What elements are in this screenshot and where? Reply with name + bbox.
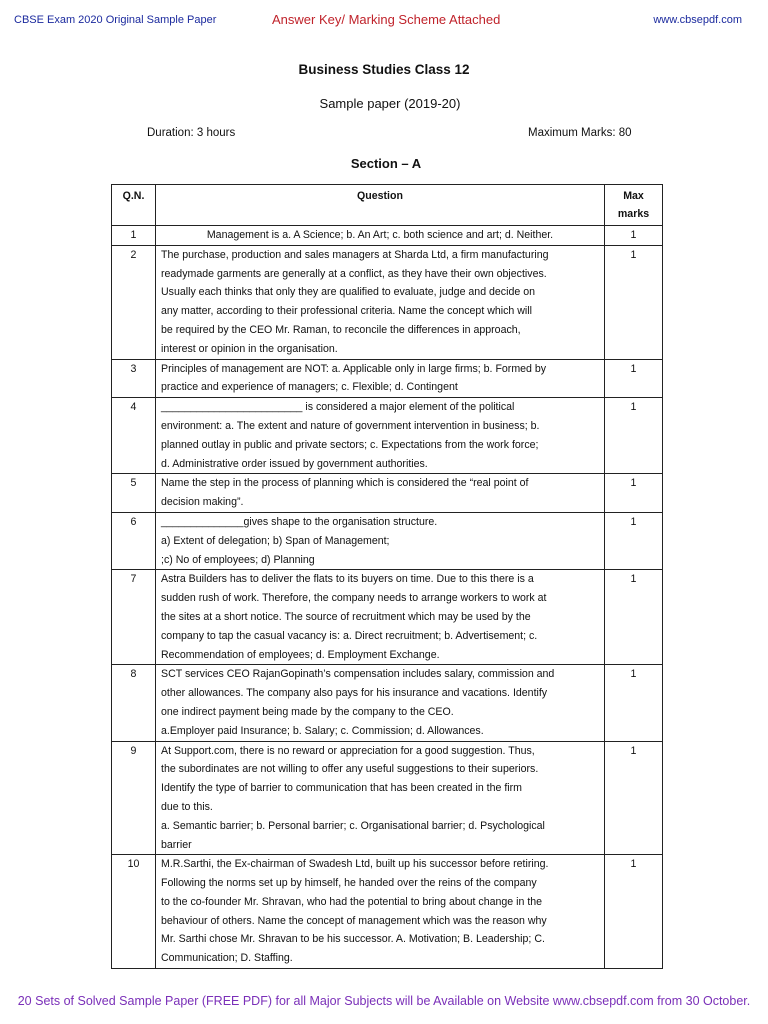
table-row — [112, 570, 663, 665]
question-line: be required by the CEO Mr. Raman, to reconcile the differences in approach, — [161, 323, 521, 336]
question-number: 2 — [112, 245, 156, 359]
question-number: 8 — [112, 665, 156, 741]
question-line: sudden rush of work. Therefore, the company needs to arrange workers to work at — [161, 592, 547, 605]
page-header — [14, 12, 742, 30]
table-row — [112, 512, 663, 569]
question-line: the subordinates are not willing to offer any useful suggestions to their superiors. — [161, 763, 539, 776]
question-line: Management is a. A Science; b. An Art; c. both science and art; d. Neither. — [206, 229, 554, 241]
question-text — [156, 398, 605, 474]
question-marks: 1 — [605, 665, 663, 741]
question-line: a) Extent of delegation; b) Span of Management; — [161, 534, 390, 547]
paper-duration: Duration: 3 hours — [147, 127, 236, 139]
question-line: Communication; D. Staffing. — [161, 952, 293, 965]
question-number: 7 — [112, 570, 156, 665]
table-row — [112, 855, 663, 969]
question-line: company to tap the casual vacancy is: a. Direct recruitment; b. Advertisement; c. — [161, 629, 538, 642]
paper-title: Business Studies Class 12 — [298, 62, 470, 77]
question-number: 9 — [112, 741, 156, 855]
header-qn: Q.N. — [112, 185, 156, 226]
question-line: any matter, according to their professional criteria. Name the concept which will — [161, 305, 532, 318]
question-line: At Support.com, there is no reward or appreciation for a good suggestion. Thus, — [161, 744, 535, 757]
table-row — [112, 741, 663, 855]
question-line: a. Semantic barrier; b. Personal barrier; c. Organisational barrier; d. Psychological — [161, 819, 545, 832]
question-line: one indirect payment being made by the company to the CEO. — [161, 705, 454, 718]
question-line: a.Employer paid Insurance; b. Salary; c. Commission; d. Allowances. — [161, 724, 484, 737]
question-line: The purchase, production and sales managers at Sharda Ltd, a firm manufacturing — [161, 248, 549, 261]
question-line: ________________________ is considered a major element of the political — [161, 401, 515, 414]
question-line: d. Administrative order issued by government authorities. — [161, 457, 428, 470]
table-row — [112, 226, 663, 246]
question-line: M.R.Sarthi, the Ex-chairman of Swadesh Ltd, built up his successor before retiring. — [161, 858, 549, 871]
question-line: readymade garments are generally at a conflict, as they have their own objectives. — [161, 267, 547, 280]
header-answer-key-note: Answer Key/ Marking Scheme Attached — [272, 12, 501, 27]
header-marks: marks — [617, 208, 650, 220]
table-row — [112, 665, 663, 741]
paper-max-marks: Maximum Marks: 80 — [528, 127, 632, 139]
question-line: environment: a. The extent and nature of government intervention in business; b. — [161, 419, 540, 432]
paper-subtitle: Sample paper (2019-20) — [319, 96, 461, 111]
question-text — [156, 570, 605, 665]
question-line: interest or opinion in the organisation. — [161, 342, 338, 355]
question-line: Name the step in the process of planning which is considered the “real point of — [161, 477, 529, 490]
question-line: to the co-founder Mr. Shravan, who had the potential to bring about change in the — [161, 895, 543, 908]
question-line: SCT services CEO RajanGopinath’s compensation includes salary, commission and — [161, 668, 555, 681]
question-text — [156, 665, 605, 741]
question-marks: 1 — [605, 245, 663, 359]
question-line: Usually each thinks that only they are qualified to evaluate, judge and decide on — [161, 286, 535, 299]
question-line: Mr. Sarthi chose Mr. Shravan to be his successor. A. Motivation; B. Leadership; C. — [161, 933, 545, 946]
question-number: 3 — [112, 359, 156, 398]
section-heading: Section – A — [350, 156, 422, 171]
header-exam-label: CBSE Exam 2020 Original Sample Paper — [14, 14, 217, 26]
question-text — [156, 855, 605, 969]
question-marks: 1 — [605, 398, 663, 474]
question-number: 4 — [112, 398, 156, 474]
question-line: practice and experience of managers; c. Flexible; d. Contingent — [161, 381, 458, 394]
question-line: due to this. — [161, 800, 213, 813]
question-line: barrier — [161, 838, 192, 851]
question-text — [156, 474, 605, 513]
question-text — [156, 359, 605, 398]
table-row — [112, 398, 663, 474]
question-marks: 1 — [605, 474, 663, 513]
question-line: planned outlay in public and private sectors; c. Expectations from the work force; — [161, 438, 539, 451]
question-line: Following the norms set up by himself, he handed over the reins of the company — [161, 877, 537, 890]
question-marks: 1 — [605, 359, 663, 398]
question-line: the sites at a short notice. The source of recruitment which may be used by the — [161, 610, 531, 623]
table-row — [112, 474, 663, 513]
question-text — [156, 741, 605, 855]
question-text — [156, 512, 605, 569]
question-marks: 1 — [605, 855, 663, 969]
header-max: Max — [623, 190, 644, 202]
question-line: behaviour of others. Name the concept of management which was the reason why — [161, 914, 547, 927]
question-line: Recommendation of employees; d. Employment Exchange. — [161, 648, 440, 661]
header-question: Question — [156, 185, 605, 226]
question-text — [156, 226, 605, 246]
table-header-row — [112, 185, 663, 226]
questions-table — [111, 184, 663, 969]
question-line: other allowances. The company also pays for his insurance and vacations. Identify — [161, 687, 548, 700]
header-website-link[interactable]: www.cbsepdf.com — [653, 14, 742, 26]
question-text — [156, 245, 605, 359]
question-line: Identify the type of barrier to communication that has been created in the firm — [161, 782, 522, 795]
question-line: Astra Builders has to deliver the flats to its buyers on time. Due to this there is a — [161, 573, 534, 586]
header-max-marks — [605, 185, 663, 226]
question-number: 1 — [112, 226, 156, 246]
question-line: ______________gives shape to the organisation structure. — [161, 515, 438, 528]
table-row — [112, 359, 663, 398]
question-marks: 1 — [605, 741, 663, 855]
question-marks: 1 — [605, 512, 663, 569]
footer-promo: 20 Sets of Solved Sample Paper (FREE PDF) for all Major Subjects will be Available on Website www.cbsepdf.com from 30 October. — [17, 994, 751, 1008]
question-marks: 1 — [605, 226, 663, 246]
question-number: 10 — [112, 855, 156, 969]
question-line: decision making”. — [161, 496, 244, 509]
question-line: Principles of management are NOT: a. Applicable only in large firms; b. Formed by — [161, 362, 547, 375]
table-row — [112, 245, 663, 359]
question-number: 6 — [112, 512, 156, 569]
question-marks: 1 — [605, 570, 663, 665]
question-number: 5 — [112, 474, 156, 513]
question-line: ;c) No of employees; d) Planning — [161, 553, 315, 566]
